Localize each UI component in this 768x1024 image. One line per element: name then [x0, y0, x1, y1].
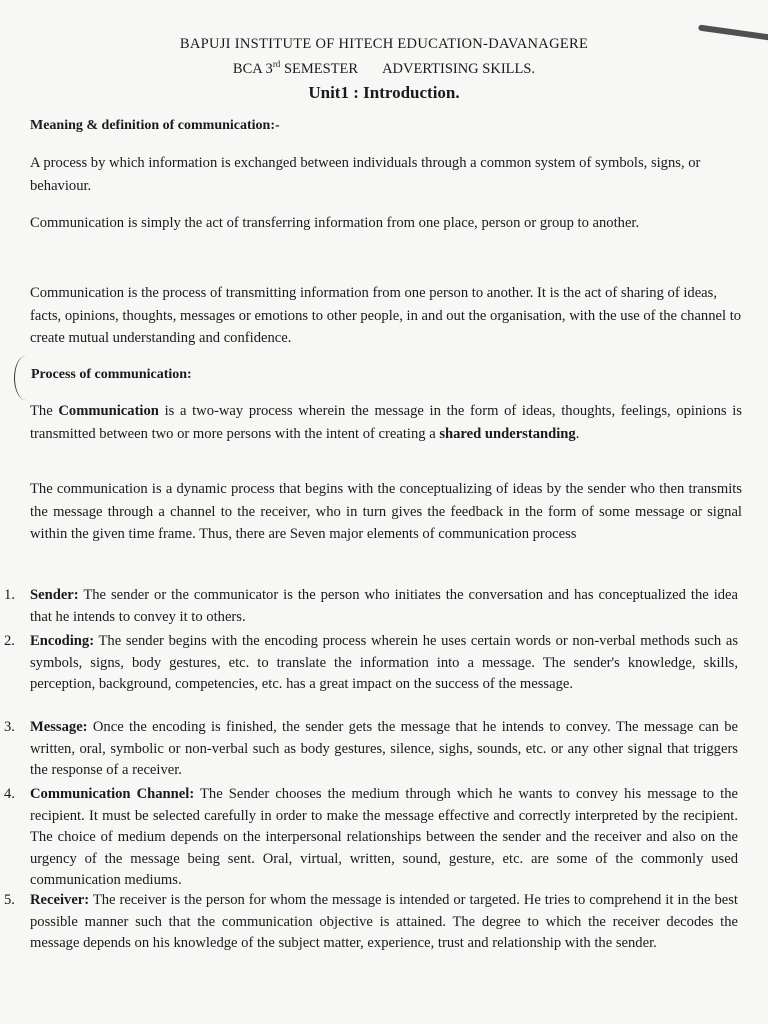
institute-name: BAPUJI INSTITUTE OF HITECH EDUCATION-DAVANAGERE — [179, 36, 589, 52]
process-p1-e: . — [575, 425, 580, 442]
list-term: Encoding: — [30, 633, 95, 649]
process-paragraph-2: The communication is a dynamic process that begins with the conceptualizing of ideas by the sender who then transmits the message through a channel to the receiver, who in turn gives the feedback in the form of some message or signal within the given time frame. Thus, there are Seven major elements of communication process — [30, 481, 742, 542]
list-text — [30, 585, 738, 628]
list-description: The sender or the communicator is the person who initiates the conversation and has conceptualized the idea that he intends to convey it to others. — [30, 587, 738, 625]
unit-title: Unit1 : Introduction. — [308, 82, 460, 102]
subject-name: ADVERTISING SKILLS. — [382, 60, 536, 77]
semester-label: BCA 3 — [232, 60, 273, 77]
list-term: Communication Channel: — [30, 786, 195, 802]
list-number: 2. — [4, 633, 15, 649]
list-text — [30, 717, 738, 782]
meaning-paragraph-3: Communication is the process of transmitting information from one person to another. It is the act of sharing of ideas, facts, opinions, thoughts, messages or emotions to other people, in and out the organisation, with the use of the channel to create mutual understanding and confidence. — [30, 285, 742, 346]
list-text — [30, 631, 738, 696]
semester-suffix: SEMESTER — [280, 60, 359, 77]
process-p1-a: The — [30, 403, 59, 419]
list-text — [30, 784, 738, 892]
list-number: 4. — [4, 786, 15, 802]
list-term: Message: — [30, 719, 88, 735]
semester-sup: rd — [272, 59, 281, 69]
list-term: Receiver: — [30, 892, 90, 908]
list-term: Sender: — [30, 587, 79, 603]
list-number: 1. — [4, 587, 15, 603]
meaning-paragraph-1: A process by which information is exchanged between individuals through a common system of symbols, signs, or behaviour. — [30, 155, 701, 194]
list-number: 5. — [4, 892, 15, 908]
list-description: Once the encoding is finished, the sender gets the message that he intends to convey. The message can be written, oral, symbolic or non-verbal such as body gestures, silence, sighs, sounds, etc. or any other signal that triggers the response of a receiver. — [30, 719, 738, 778]
meaning-paragraph-2: Communication is simply the act of transferring information from one place, person or group to another. — [30, 215, 640, 231]
list-description: The sender begins with the encoding process wherein he uses certain words or non-verbal methods such as symbols, signs, body gestures, etc. to translate the information into a message. The sender's knowledge, skills, perception, background, competencies, etc. has a great impact on the success of the message. — [30, 633, 738, 692]
meaning-heading: Meaning & definition of communication:- — [30, 118, 280, 133]
semester-line — [0, 54, 768, 79]
list-text — [30, 890, 738, 955]
process-p1-d: shared understanding — [439, 425, 576, 442]
process-p1-c: is a two-way process wherein the message in the form of ideas, thoughts, feelings, opinions is transmitted between two or more persons with the intent of creating a — [30, 403, 742, 442]
list-description: The receiver is the person for whom the message is intended or targeted. He tries to comprehend it in the best possible manner such that the communication objective is attained. The degree to which the receiver decodes the message depends on his knowledge of the subject matter, experience, trust and relationship with the sender. — [30, 892, 738, 951]
process-heading: Process of communication: — [31, 367, 192, 382]
document-header — [0, 34, 768, 104]
list-number: 3. — [4, 719, 15, 735]
process-p1-b: Communication — [58, 403, 159, 419]
process-paragraph-1 — [30, 400, 742, 445]
list-description: The Sender chooses the medium through which he wants to convey his message to the recipient. It must be selected carefully in order to make the message effective and correctly interpreted by the recipient. The choice of medium depends on the interpersonal relationships between the sender and the receiver and also on the urgency of the message being sent. Oral, virtual, written, sound, gesture, etc. are some of the commonly used communication mediums. — [30, 786, 738, 888]
